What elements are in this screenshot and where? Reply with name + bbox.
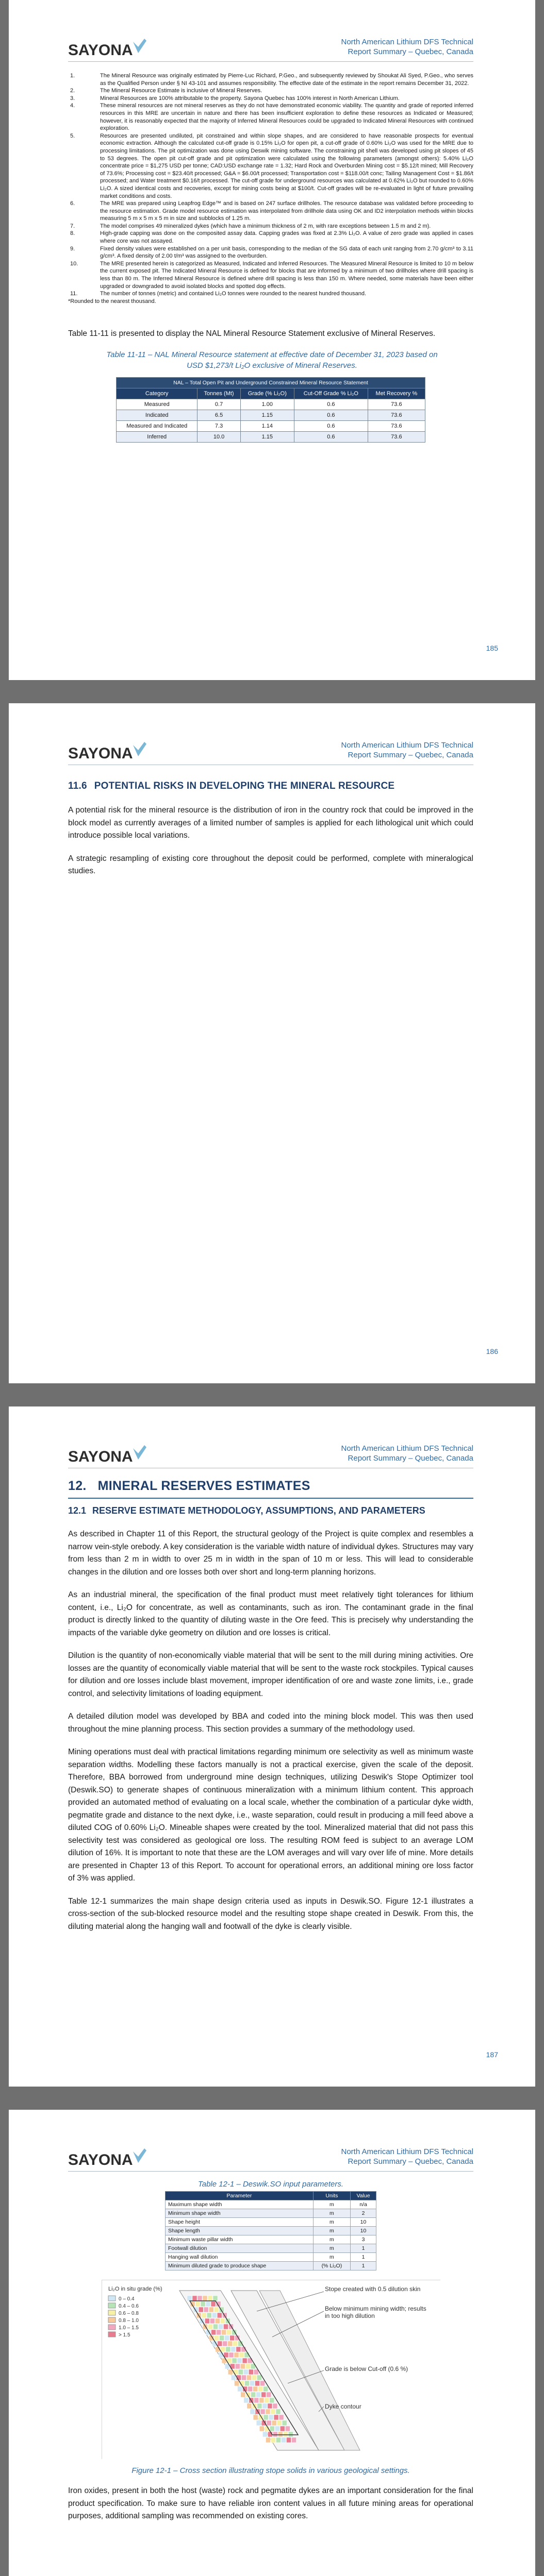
chapter-heading: 12. MINERAL RESERVES ESTIMATES: [68, 1479, 310, 1493]
table-row: [117, 399, 425, 410]
grade-block: [212, 2313, 217, 2318]
table-cell: 1: [351, 2253, 376, 2262]
table-cell: 73.6: [368, 410, 425, 421]
grade-block: [258, 2386, 262, 2392]
page-number: 186: [486, 1347, 498, 1355]
legend-label: 1.0 – 1.5: [118, 2325, 139, 2331]
header-divider: [68, 61, 473, 62]
table-cell: m: [313, 2253, 350, 2262]
grade-block: [220, 2347, 225, 2352]
grade-block: [288, 2432, 293, 2437]
grade-block: [213, 2296, 218, 2301]
grade-block: [280, 2426, 285, 2431]
body-paragraph: Dilution is the quantity of non-economically viable material that will be sent to the mill during mining activities. Ore losses are the quantity of economically viable material that will be sent to the waste rock stockpiles. Typical causes for dilution and ore losses include blast movement, improper identification of ore and waste zone limits, i.e., grade control, and selectivity limitations of loading equipment.: [68, 1651, 473, 1698]
legend-swatch: [108, 2303, 116, 2308]
table-cell: Measured and Indicated: [117, 421, 197, 432]
grade-block: [224, 2335, 229, 2341]
grade-block: [219, 2335, 224, 2341]
legend-label: > 1.5: [118, 2332, 130, 2338]
table-row: [117, 410, 425, 421]
grade-block: [267, 2403, 272, 2409]
page-number: 185: [486, 644, 498, 652]
grade-block: [227, 2341, 232, 2346]
grade-block: [244, 2381, 249, 2386]
grade-block: [269, 2398, 274, 2403]
svg-text:SAYONA: SAYONA: [68, 745, 133, 762]
table-cell: 73.6: [368, 432, 425, 443]
svg-text:SAYONA: SAYONA: [68, 2151, 133, 2168]
body-paragraph: As described in Chapter 11 of this Report, the structural geology of the Project is quite complex and resembles a narrow vein-style orebody. A key consideration is the variable width nature of individual dykes. Structures may vary from less than 2 m in width to over 25 m in width in the span of 10 m or less. This will lead to considerable changes in the dilution and ore losses both over short and long-term planning horizons.: [68, 1530, 473, 1577]
grade-block: [261, 2392, 266, 2397]
note-item: 4. These mineral resources are not mineral reserves as they do not have demonstrated economic viability. The quantity and grade of reported inferred resources in this MRE are uncertain in nature and there has been insufficient exploration to define these resources as Indicated or Measured; however, it is reasonably expected that the majority of Inferred Mineral Resources could be upgraded to Indicated Mineral Resources with continued exploration.: [70, 103, 473, 132]
report-title: North American Lithium DFS Technical Report Summary – Quebec, Canada: [341, 741, 473, 759]
table-cell: m: [313, 2209, 350, 2218]
grade-block: [218, 2324, 223, 2329]
table-row: [166, 2262, 376, 2270]
grade-block: [204, 2307, 208, 2312]
table-cell: 1.15: [240, 432, 294, 443]
legend-label: 0.8 – 1.0: [118, 2318, 139, 2324]
table-caption: Table 12-1 – Deswik.SO input parameters.: [197, 2180, 344, 2189]
table-cell: 7.3: [197, 421, 240, 432]
table-row: [166, 2253, 376, 2262]
grade-block: [263, 2415, 268, 2420]
stope-cross-section-figure: [102, 2280, 440, 2459]
page-number: 187: [486, 2050, 498, 2059]
grade-block: [241, 2375, 246, 2380]
table-row: [166, 2227, 376, 2235]
grade-block: [202, 2313, 206, 2318]
table-cell: 6.5: [197, 410, 240, 421]
grade-block: [291, 2437, 296, 2443]
grade-block: [255, 2381, 259, 2386]
grade-block: [270, 2426, 274, 2431]
body-paragraph: Mining operations must deal with practical limitations regarding minimum ore selectivity as well as minimum waste separation widths. Modelling these factors manually is not a practical exercise, given the scale of the deposit. Therefore, BBA borrowed from underground mine design techniques, utilizing Deswik's Stope Optimizer tool (Deswik.SO) to generate shapes of continuous mineralization with a minimum lithium content. This approach provided an automated method of evaluating on a local scale, whether the combination of a particular dyke width, pegmatite grade and distance to the next dyke, i.e., waste separation, could result in producing a mill feed above a diluted COG of 0.60% Li₂O. Mineable shapes were created by the tool. Mineralized material that did not pass this selectivity test was considered as geological ore loss. The resulting ROM feed is subject to an average LOM dilution of 16%. It is important to note that these are the LOM averages and will vary over life of mine. More details are presented in Chapter 13 of this Report. To account for operational errors, an additional mining ore loss factor of 3% was applied.: [68, 1748, 473, 1883]
grade-block: [251, 2392, 255, 2397]
table-cell: Minimum shape width: [166, 2209, 314, 2218]
report-title: North American Lithium DFS Technical Report Summary – Quebec, Canada: [341, 1444, 473, 1463]
resource-statement-table: [116, 377, 425, 443]
grade-block: [234, 2352, 239, 2358]
body-paragraph: A detailed dilution model was developed by BBA and coded into the mining block model. This was then used throughout the mine planning process. This section provides a summary of the methodology used.: [68, 1712, 473, 1734]
grade-block: [233, 2341, 237, 2346]
grade-block: [245, 2364, 250, 2369]
table-cell: 0.6: [294, 410, 368, 421]
table-cell: 2: [351, 2209, 376, 2218]
grade-block: [276, 2409, 281, 2414]
sayona-logo: [68, 1444, 156, 1467]
table-cell: 1: [351, 2262, 376, 2270]
table-row: [166, 2244, 376, 2253]
note-item: 8. High-grade capping was done on the composited assay data. Capping grades was fixed at 2.3% Li₂O. A value of zero grade was applied in cases where core was not assayed.: [70, 230, 473, 245]
stope-callout: Stope created with 0.5 dilution skin: [324, 2285, 420, 2293]
page-187: [9, 1406, 535, 2087]
min-width-callout: Below minimum mining width; results in too high dilution: [324, 2305, 426, 2319]
grade-block: [230, 2347, 235, 2352]
grade-block: [220, 2318, 225, 2324]
table-cell: 0.6: [294, 421, 368, 432]
note-item: 10. The MRE presented herein is categorized as Measured, Indicated and Inferred Resources. The Measured Mineral Resource is limited to 10 m below the current exposed pit. The Indicated Mineral Resource is defined for blocks that are informed by a minimum of two drillholes where drill spacing is less than 80 m. The Inferred Mineral Resource is defined where drill spacing is less than 150 m. Where needed, some materials have been either upgraded or downgraded to avoid isolated blocks and spotted dog effects.: [70, 260, 473, 290]
page-186: [9, 703, 535, 1383]
note-item: 5. Resources are presented undiluted, pit constrained and within slope shapes, and are considered to have reasonable prospects for eventual economic extraction. Although the calculated cut-off grade is 0.15% Li₂O for open pit, a cut-off grade of 0.60% Li₂O was used for the MRE due to processing limitations. The pit optimization was done using Deswik mining software. The constraining pit shell was developed using pit slopes of 45 to 53 degrees. The open pit cut-off grade and pit optimization were calculated using the following parameters (amongst others): 5.40% Li₂O concentrate price = $1,275 USD per tonne; CAD:USD exchange rate = 1.32; Hard Rock and Overburden Mining cost = $5.12/t mined; Mill Recovery of 73.6%; Processing cost = $23.40/t processed; G&A = $6.00/t processed; Transportation cost = $118.00/t conc; Tailing Management Cost = $1.86/t processed; and Water treatment $0.16/t processed. The cut-off grade for underground resources was calculated at 0.62% Li₂O but rounded to 0.60% Li₂O. A sized identical costs and recoveries, except for mining costs being at $100/t. Cut-off grades will be re-evaluated in light of future prevailing market conditions and costs.: [70, 132, 473, 199]
table-cell: 3: [351, 2235, 376, 2244]
grade-block: [214, 2307, 219, 2312]
page-header: [9, 703, 535, 765]
grade-block: [260, 2409, 265, 2414]
table-cell: m: [313, 2218, 350, 2227]
grade-block: [274, 2415, 278, 2420]
table-cell: n/a: [351, 2200, 376, 2209]
grade-block: [197, 2296, 202, 2301]
table-cell: Shape length: [166, 2227, 314, 2235]
grade-block: [237, 2386, 242, 2392]
page-188: [9, 2110, 535, 2576]
column-header: Cut-Off Grade % Li₂O: [294, 388, 368, 399]
grade-block: [213, 2324, 218, 2329]
legend-label: 0.4 – 0.6: [118, 2303, 139, 2309]
grade-block: [231, 2375, 236, 2380]
column-header: Met Recovery %: [368, 388, 425, 399]
table-cell: 73.6: [368, 421, 425, 432]
table-banner: NAL – Total Open Pit and Underground Constrained Mineral Resource Statement: [117, 378, 425, 388]
chapter-rule: [68, 1498, 473, 1499]
sayona-logo: [68, 38, 156, 60]
grade-block: [264, 2398, 269, 2403]
grade-block: [262, 2403, 267, 2409]
note-item: 9. Fixed density values were established on a per unit basis, corresponding to the median of the SG data of each unit ranging from 2.70 g/cm³ to 3.11 g/cm³. A fixed density of 2.00 t/m³ was assigned to the overburden.: [70, 245, 473, 260]
column-header: Grade (% Li₂O): [240, 388, 294, 399]
table-cell: m: [313, 2235, 350, 2244]
grade-block: [203, 2296, 207, 2301]
table-cell: 1: [351, 2244, 376, 2253]
grade-block: [286, 2437, 291, 2443]
table-cell: Hanging wall dilution: [166, 2253, 314, 2262]
grade-block: [211, 2330, 216, 2335]
body-paragraph: Table 12-1 summarizes the main shape design criteria used as inputs in Deswik.SO. Figure 12-1 illustrates a cross-section of the sub-blocked resource model and the resulting stope shape created in Deswik. From this, the diluting material along the hanging wall and footwall of the dyke is clearly visible.: [68, 1896, 473, 1931]
grade-block: [195, 2301, 200, 2307]
table-cell: 0.7: [197, 399, 240, 410]
grade-block: [216, 2330, 221, 2335]
note-item: 2. The Mineral Resource Estimate is inclusive of Mineral Reserves.: [70, 88, 262, 94]
table-cell: 1.14: [240, 421, 294, 432]
grade-block: [211, 2301, 216, 2307]
table-cell: Maximum shape width: [166, 2200, 314, 2209]
grade-block: [237, 2358, 242, 2363]
grade-block: [275, 2426, 279, 2431]
legend-title: Li₂O in situ grade (%): [108, 2286, 162, 2292]
grade-block: [239, 2352, 244, 2358]
grade-block: [229, 2335, 234, 2341]
iron-oxides-paragraph: Iron oxides, present in both the host (waste) rock and pegmatite dykes are an important consideration for the final product specification. To make sure to have reliable iron content values in all future mining areas for operational purposes, additional sampling was recommended on existing cores.: [68, 2486, 473, 2520]
grade-block: [192, 2296, 197, 2301]
grade-block: [208, 2296, 212, 2301]
grade-block: [257, 2375, 261, 2380]
grade-block: [240, 2364, 245, 2369]
grade-block: [208, 2324, 212, 2329]
report-title: North American Lithium DFS Technical Report Summary – Quebec, Canada: [341, 2147, 473, 2166]
deswik-parameters-table: [165, 2191, 376, 2270]
grade-block: [282, 2420, 287, 2426]
grade-block: [199, 2307, 203, 2312]
grade-block: [250, 2409, 255, 2414]
grade-block: [217, 2341, 222, 2346]
grade-block: [214, 2335, 219, 2341]
grade-block: [266, 2392, 271, 2397]
grade-block: [252, 2375, 256, 2380]
grade-block: [243, 2369, 248, 2375]
table-cell: Inferred: [117, 432, 197, 443]
grade-block: [229, 2352, 234, 2358]
grade-block: [221, 2330, 226, 2335]
table-row: [117, 421, 425, 432]
table-cell: 1.15: [240, 410, 294, 421]
grade-block: [232, 2358, 237, 2363]
grade-block: [249, 2369, 253, 2375]
grade-block: [240, 2392, 245, 2397]
svg-text:SAYONA: SAYONA: [68, 42, 133, 59]
grade-block: [201, 2301, 205, 2307]
page-header: [9, 1406, 535, 1468]
grade-block: [278, 2432, 283, 2437]
note-item: 1. The Mineral Resource was originally estimated by Pierre-Luc Richard, P.Geo., and subsequently reviewed by Shoukat Ali Syed, P.Geo., who serves as the Qualified Person under § NI 43-101 and assumes responsibility. The effective date of the estimate in the report remains December 31, 2022.: [70, 73, 473, 87]
grade-block: [243, 2398, 248, 2403]
grade-block: [205, 2318, 209, 2324]
grade-block: [253, 2386, 257, 2392]
grade-block: [273, 2432, 277, 2437]
grade-block: [206, 2301, 210, 2307]
grade-block: [222, 2341, 227, 2346]
note-item: 7. The model comprises 49 mineralized dykes (which have a minimum thickness of 2 m, with rare exceptions between 1.5 m and 2 m).: [70, 223, 431, 229]
table-cell: m: [313, 2244, 350, 2253]
risk-paragraph: A potential risk for the mineral resource is the distribution of iron in the country rock that could be improved in the block model as currently averages of a limited number of samples is applied for each lithological unit which could introduce possible local variations.: [68, 806, 473, 840]
report-title: North American Lithium DFS Technical Report Summary – Quebec, Canada: [341, 38, 473, 56]
table-row: [166, 2218, 376, 2227]
header-divider: [68, 2171, 473, 2172]
table-cell: 10: [351, 2218, 376, 2227]
grade-block: [272, 2420, 276, 2426]
grade-block: [285, 2426, 290, 2431]
grade-block: [259, 2426, 264, 2431]
sayona-logo: [68, 2147, 156, 2170]
table-cell: 0.6: [294, 432, 368, 443]
cutoff-callout: Grade is below Cut-off (0.6 %): [324, 2365, 408, 2372]
table-intro: Table 11-11 is presented to display the NAL Mineral Resource Statement exclusive of Mineral Reserves.: [68, 329, 436, 338]
resource-notes-list: [68, 72, 473, 298]
table-cell: Footwall dilution: [166, 2244, 314, 2253]
legend-label: 0 – 0.4: [118, 2296, 135, 2302]
grade-block: [256, 2392, 260, 2397]
grade-block: [219, 2352, 223, 2358]
table-row: [166, 2235, 376, 2244]
figure-caption: Figure 12-1 – Cross section illustrating stope solids in various geological settings.: [131, 2466, 410, 2475]
grade-block: [263, 2386, 268, 2392]
grade-block: [266, 2409, 270, 2414]
table-cell: Minimum waste pillar width: [166, 2235, 314, 2244]
grade-block: [225, 2347, 230, 2352]
legend-swatch: [108, 2296, 116, 2301]
body-paragraph: As an industrial mineral, the specification of the final product must meet relatively tight tolerances for lithium content, i.e., Li₂O for concentrate, as well as contaminants, such as iron. The contaminant grade in the final product is directly linked to the quantity of diluting waste in the Ore feed. This is precisely why understanding the impacts of the variable dyke geometry on dilution and ore losses is critical.: [68, 1590, 473, 1637]
table-cell: 0.6: [294, 399, 368, 410]
table-row: [117, 432, 425, 443]
table-row: [166, 2209, 376, 2218]
legend-swatch: [108, 2332, 116, 2337]
resampling-paragraph: A strategic resampling of existing core throughout the deposit could be performed, complete with mineralogical studies.: [68, 854, 473, 875]
grade-block: [250, 2381, 254, 2386]
table-cell: m: [313, 2227, 350, 2235]
table-cell: 10.0: [197, 432, 240, 443]
legend-swatch: [108, 2317, 116, 2323]
grade-block: [271, 2409, 275, 2414]
table-cell: Shape height: [166, 2218, 314, 2227]
grade-block: [253, 2415, 258, 2420]
legend-swatch: [108, 2310, 116, 2315]
legend-swatch: [108, 2325, 116, 2330]
table-caption: Table 11-11 – NAL Mineral Resource statement at effective date of December 31, 2023 based on USD $1,273/t Li₂O exclusive of Mineral Reserves.: [106, 350, 438, 370]
sayona-logo: [68, 741, 156, 764]
grade-block: [244, 2352, 249, 2358]
grade-block: [262, 2432, 267, 2437]
svg-text:SAYONA: SAYONA: [68, 1448, 133, 1465]
methodology-text: [68, 1528, 473, 1943]
section-heading: 11.6 POTENTIAL RISKS IN DEVELOPING THE MINERAL RESOURCE: [68, 781, 395, 791]
grade-block: [267, 2420, 271, 2426]
grade-block: [238, 2369, 243, 2375]
column-header: Value: [351, 2192, 376, 2200]
page-185: [9, 0, 535, 680]
grade-block: [248, 2386, 252, 2392]
table-cell: 10: [351, 2227, 376, 2235]
grade-block: [271, 2437, 275, 2443]
grade-block: [223, 2324, 228, 2329]
grade-block: [281, 2437, 286, 2443]
grade-block: [276, 2437, 281, 2443]
grade-block: [272, 2403, 277, 2409]
table-cell: (% Li₂O): [313, 2262, 350, 2270]
grade-block: [235, 2364, 240, 2369]
dyke-contour-callout: Dyke contour: [324, 2403, 361, 2410]
grade-block: [246, 2375, 251, 2380]
rounding-footnote: *Rounded to the nearest thousand.: [68, 298, 156, 304]
subsection-heading: 12.1 RESERVE ESTIMATE METHODOLOGY, ASSUMPTIONS, AND PARAMETERS: [68, 1505, 425, 1516]
table-cell: Indicated: [117, 410, 197, 421]
grade-block: [277, 2420, 282, 2426]
resource-table-wrap: [68, 377, 473, 443]
table-cell: m: [313, 2200, 350, 2209]
grade-block: [217, 2313, 222, 2318]
grade-block: [242, 2358, 247, 2363]
table-row: [166, 2200, 376, 2209]
grade-block: [234, 2381, 239, 2386]
note-item: 3. Mineral Resources are 100% attributable to the property. Sayona Quebec has 100% interest in North American Lithium.: [70, 95, 400, 101]
grade-block: [269, 2415, 273, 2420]
table-cell: 73.6: [368, 399, 425, 410]
column-header: Category: [117, 388, 197, 399]
grade-block: [215, 2318, 220, 2324]
note-item: 11. The number of tonnes (metric) and contained Li₂O tonnes were rounded to the nearest hundred thousand.: [70, 291, 367, 297]
grade-block: [283, 2432, 288, 2437]
grade-block: [187, 2296, 192, 2301]
grade-block: [210, 2318, 215, 2324]
page-header: [9, 0, 535, 62]
table-cell: Measured: [117, 399, 197, 410]
column-header: Parameter: [166, 2192, 314, 2200]
grade-block: [257, 2403, 261, 2409]
grade-block: [236, 2347, 240, 2352]
grade-block: [209, 2307, 213, 2312]
column-header: Units: [313, 2192, 350, 2200]
notes-section: [68, 72, 473, 305]
grade-block: [254, 2398, 258, 2403]
grade-block: [279, 2415, 284, 2420]
table-cell: Minimum diluted grade to produce shape: [166, 2262, 314, 2270]
grade-block: [207, 2313, 211, 2318]
page-header: [9, 2110, 535, 2172]
grade-block: [256, 2420, 261, 2426]
column-header: Tonnes (Mt): [197, 388, 240, 399]
grade-block: [260, 2381, 265, 2386]
table-cell: 1.00: [240, 399, 294, 410]
grade-block: [266, 2437, 270, 2443]
grade-block: [226, 2330, 231, 2335]
grade-block: [259, 2398, 263, 2403]
grade-block: [246, 2403, 251, 2409]
legend-label: 0.6 – 0.8: [118, 2311, 139, 2316]
note-item: 6. The MRE was prepared using Leapfrog Edge™ and is based on 247 surface drillholes. The resource database was validated before proceeding to the resource estimation. Grade model resource estimation was interpolated from drillhole data using OK and ID2 interpolation methods within blocks measuring 5 m x 5 m x 5 m in size and subblocks of 1.25 m.: [70, 200, 473, 222]
